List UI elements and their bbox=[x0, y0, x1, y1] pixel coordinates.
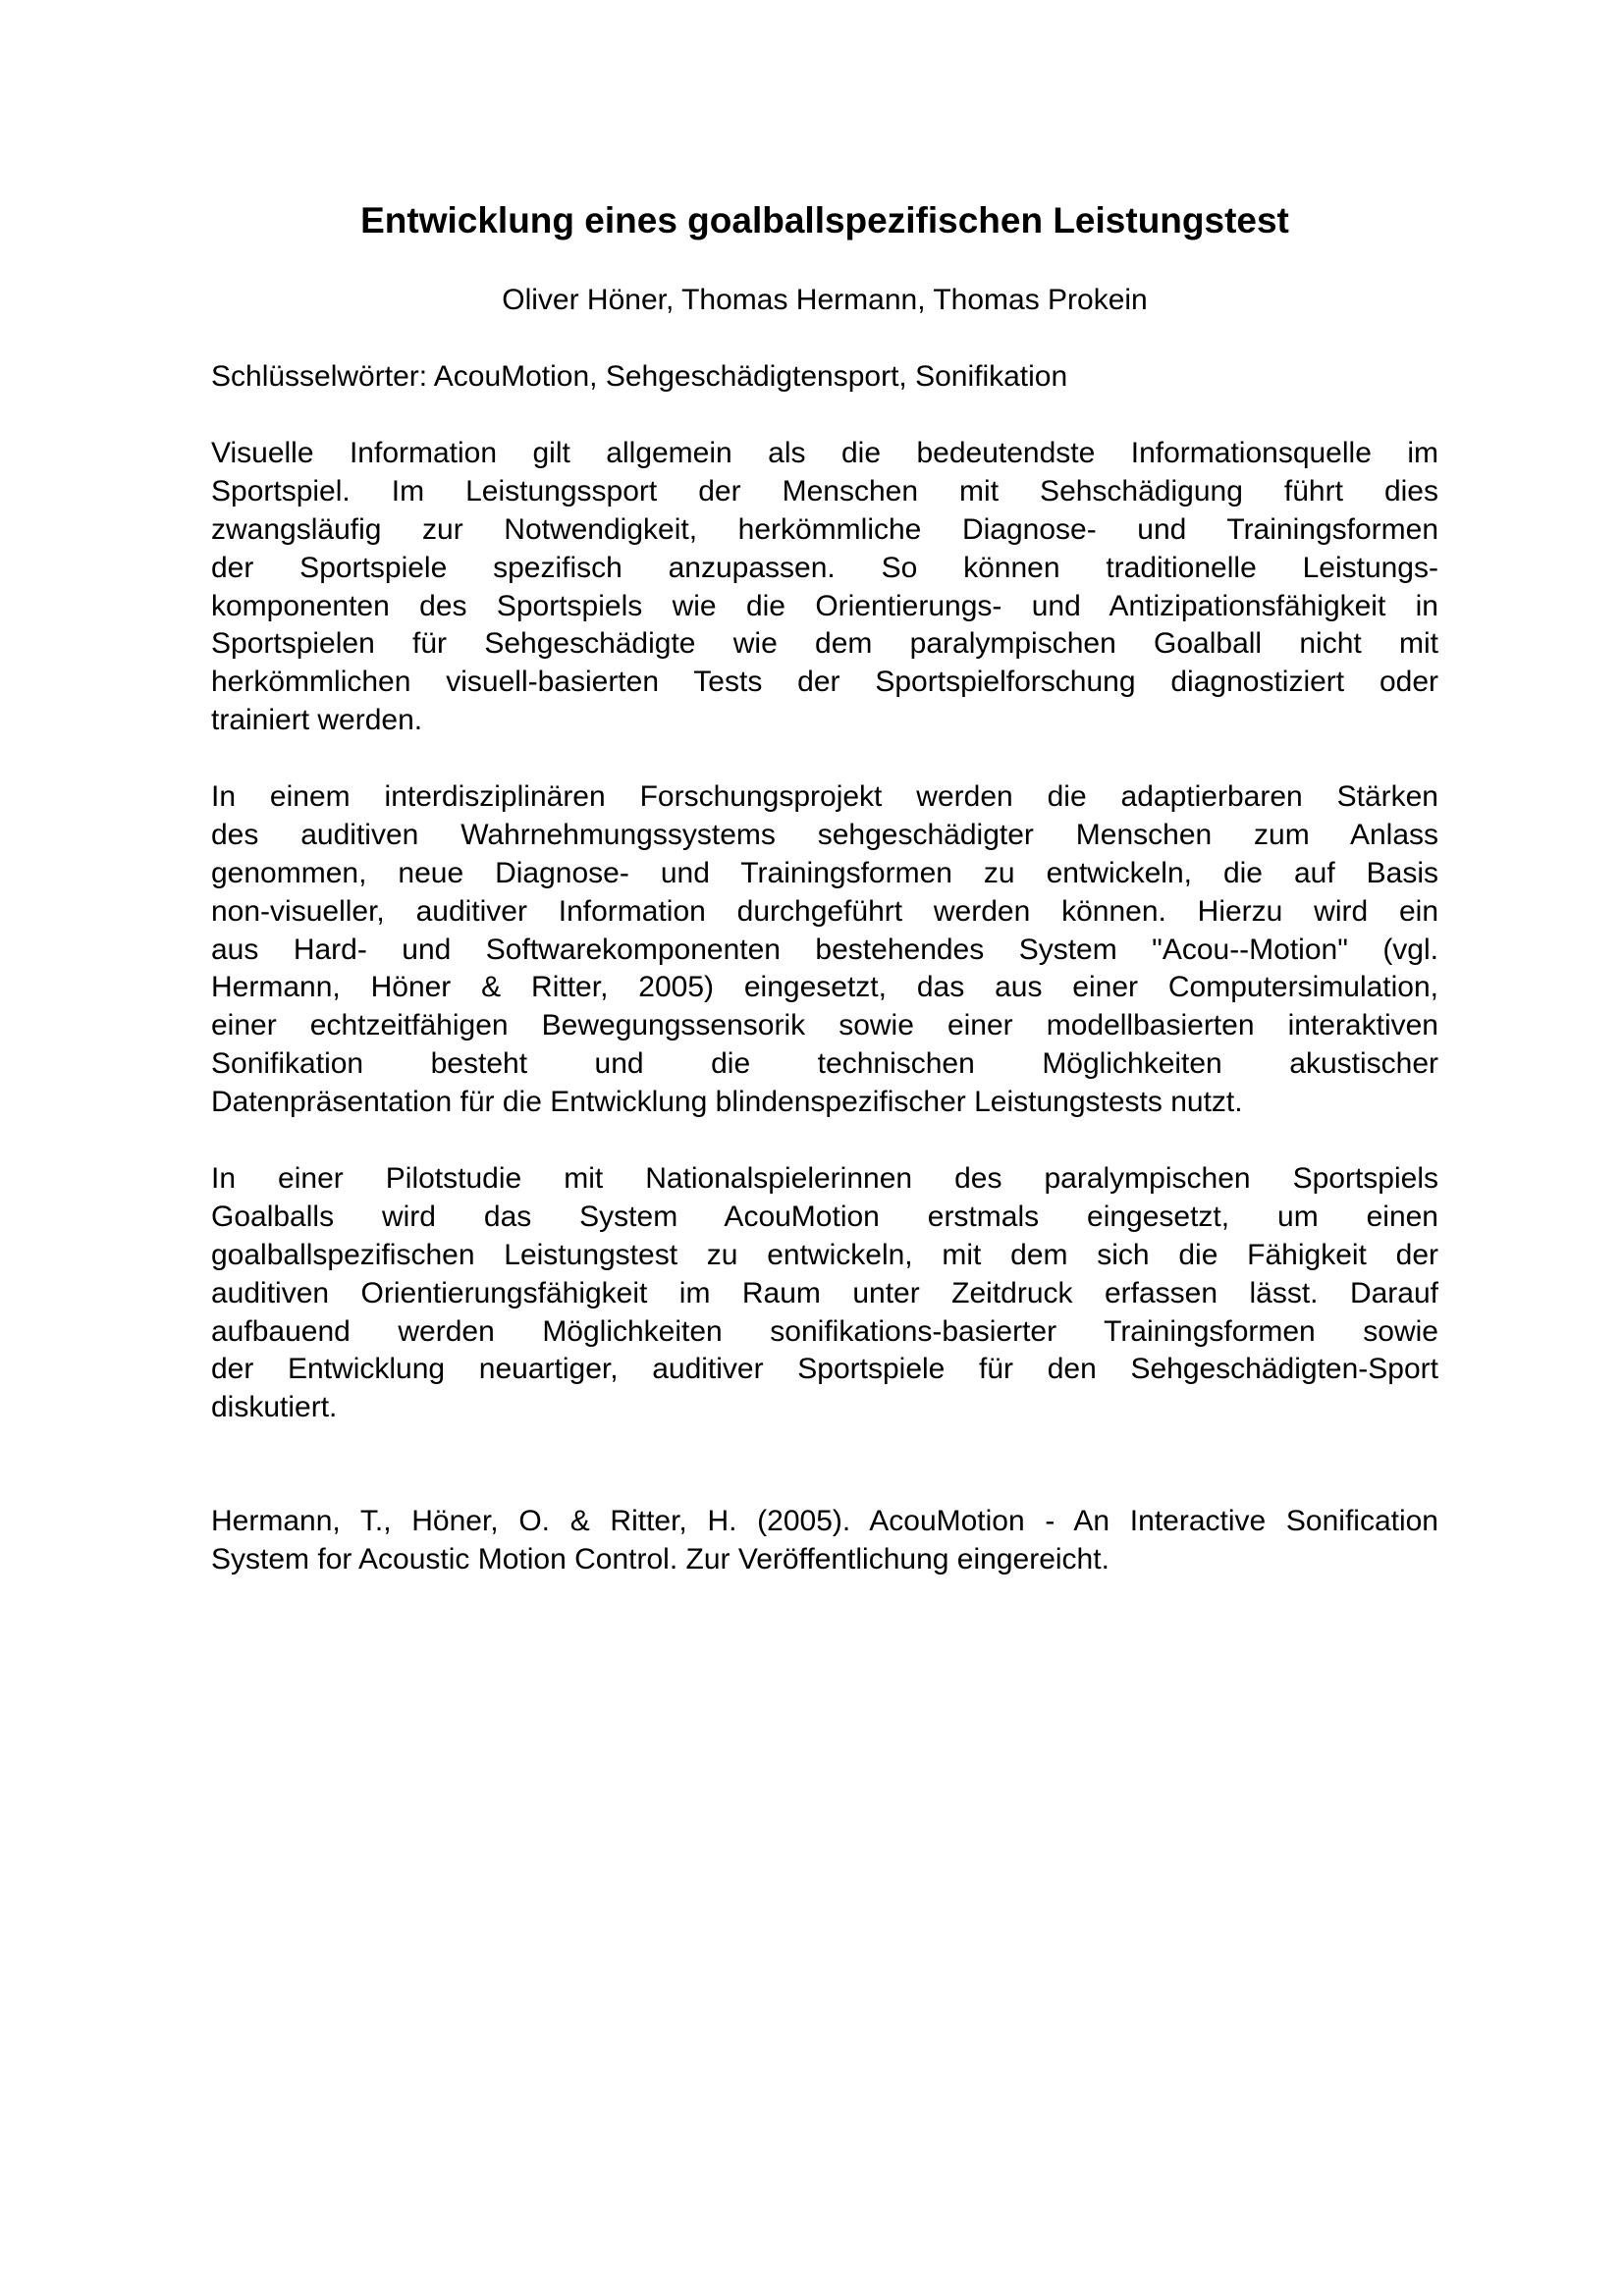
document-title: Entwicklung eines goalballspezifischen Leistungstest bbox=[360, 200, 1289, 240]
paragraph-line: Sportspiel. Im Leistungssport der Menschen mit Sehschädigung führt dies bbox=[211, 474, 1438, 507]
paragraph-line: Datenpräsentation für die Entwicklung blindenspezifischer Leistungstests nutzt. bbox=[211, 1086, 1243, 1119]
paragraph-line: des auditiven Wahrnehmungssystems sehgeschädigter Menschen zum Anlass bbox=[211, 818, 1438, 851]
paragraph-line: Sportspielen für Sehgeschädigte wie dem paralympischen Goalball nicht mit bbox=[211, 627, 1438, 661]
reference bbox=[211, 1503, 1438, 1579]
paragraph-line: In einer Pilotstudie mit Nationalspielerinnen des paralympischen Sportspiels bbox=[211, 1162, 1438, 1195]
paragraph-line: trainiert werden. bbox=[211, 704, 423, 737]
paragraph-2 bbox=[211, 778, 1438, 1122]
paragraph-line: Visuelle Information gilt allgemein als die bedeutendste Informationsquelle im bbox=[211, 437, 1438, 469]
paragraph-line: zwangsläufig zur Notwendigkeit, herkömmliche Diagnose- und Trainingsformen bbox=[211, 512, 1438, 546]
paragraph-line: aus Hard- und Softwarekomponenten bestehendes System "Acou--Motion" (vgl. bbox=[211, 933, 1438, 966]
paragraph-line: In einem interdisziplinären Forschungsprojekt werden die adaptierbaren Stärken bbox=[211, 780, 1438, 813]
paragraph-line: Goalballs wird das System AcouMotion erstmals eingesetzt, um einen bbox=[211, 1200, 1438, 1233]
paragraph-line: non-visueller, auditiver Information durchgeführt werden können. Hierzu wird ein bbox=[211, 894, 1438, 928]
keywords: Schlüsselwörter: AcouMotion, Sehgeschädigtensport, Sonifikation bbox=[211, 360, 1068, 393]
paragraph-line: der Sportspiele spezifisch anzupassen. So können traditionelle Leistungs- bbox=[211, 551, 1438, 584]
reference-line: System for Acoustic Motion Control. Zur Veröffentlichung eingereicht. bbox=[211, 1542, 1109, 1575]
paragraph-line: diskutiert. bbox=[211, 1391, 338, 1424]
reference-line: Hermann, T., Höner, O. & Ritter, H. (2005). AcouMotion - An Interactive Sonification bbox=[211, 1505, 1438, 1537]
paragraph-3 bbox=[211, 1160, 1438, 1427]
paragraph-line: der Entwicklung neuartiger, auditiver Sportspiele für den Sehgeschädigten-Sport bbox=[211, 1353, 1438, 1386]
paragraph-line: komponenten des Sportspiels wie die Orientierungs- und Antizipationsfähigkeit in bbox=[211, 589, 1438, 622]
paragraph-line: genommen, neue Diagnose- und Trainingsformen zu entwickeln, die auf Basis bbox=[211, 856, 1438, 889]
paragraph-line: goalballspezifischen Leistungstest zu entwickeln, mit dem sich die Fähigkeit der bbox=[211, 1238, 1438, 1271]
paragraph-line: herkömmlichen visuell-basierten Tests der Sportspielforschung diagnostiziert oder bbox=[211, 666, 1438, 699]
paragraph-line: Sonifikation besteht und die technischen Möglichkeiten akustischer bbox=[211, 1047, 1438, 1081]
authors: Oliver Höner, Thomas Hermann, Thomas Prokein bbox=[502, 284, 1148, 316]
paragraph-line: aufbauend werden Möglichkeiten sonifikations-basierter Trainingsformen sowie bbox=[211, 1314, 1438, 1348]
paragraph-line: einer echtzeitfähigen Bewegungssensorik sowie einer modellbasierten interaktiven bbox=[211, 1009, 1438, 1042]
paragraph-line: Hermann, Höner & Ritter, 2005) eingesetzt, das aus einer Computersimulation, bbox=[211, 971, 1438, 1004]
paragraph-1 bbox=[211, 435, 1438, 740]
paragraph-line: auditiven Orientierungsfähigkeit im Raum unter Zeitdruck erfassen lässt. Darauf bbox=[211, 1276, 1438, 1309]
